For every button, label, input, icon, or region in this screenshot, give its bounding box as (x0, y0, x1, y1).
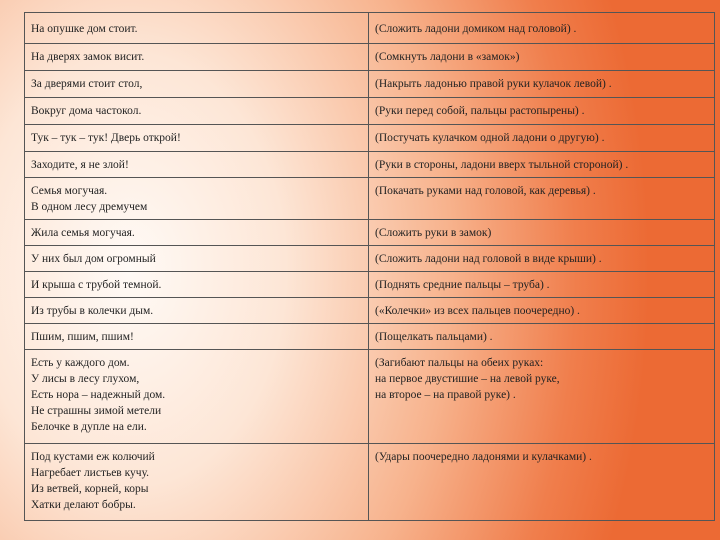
table-row (25, 125, 715, 152)
action-cell: (Сложить ладони над головой в виде крыши) . (369, 246, 715, 272)
action-cell: (Сложить ладони домиком над головой) . (369, 13, 715, 44)
verse-cell: Тук – тук – тук! Дверь открой! (25, 125, 369, 152)
verse-cell: Под кустами еж колючий Нагребает листьев кучу. Из ветвей, корней, коры Хатки делают бобры. (25, 444, 369, 521)
verse-cell: Вокруг дома частокол. (25, 98, 369, 125)
action-cell: (Сложить руки в замок) (369, 220, 715, 246)
verse-cell: За дверями стоит стол, (25, 71, 369, 98)
action-cell: (Пощелкать пальцами) . (369, 324, 715, 350)
verse-cell: У них был дом огромный (25, 246, 369, 272)
table-row (25, 246, 715, 272)
verse-cell: Семья могучая. В одном лесу дремучем (25, 178, 369, 220)
verse-cell: Из трубы в колечки дым. (25, 298, 369, 324)
action-cell: (Покачать руками над головой, как деревья) . (369, 178, 715, 220)
table-row (25, 178, 715, 220)
table-row (25, 298, 715, 324)
table-row (25, 444, 715, 521)
table-row (25, 152, 715, 178)
finger-games-table (24, 12, 715, 521)
action-cell: (Сомкнуть ладони в «замок») (369, 44, 715, 71)
action-cell: (Накрыть ладонью правой руки кулачок левой) . (369, 71, 715, 98)
action-cell: (Удары поочередно ладонями и кулачками) . (369, 444, 715, 521)
table-body (25, 13, 715, 521)
table-row (25, 98, 715, 125)
table-row (25, 272, 715, 298)
verse-cell: И крыша с трубой темной. (25, 272, 369, 298)
verse-cell: На опушке дом стоит. (25, 13, 369, 44)
verse-cell: Заходите, я не злой! (25, 152, 369, 178)
action-cell: («Колечки» из всех пальцев поочередно) . (369, 298, 715, 324)
action-cell: (Руки перед собой, пальцы растопырены) . (369, 98, 715, 125)
table-row (25, 71, 715, 98)
verse-cell: Пшим, пшим, пшим! (25, 324, 369, 350)
table-row (25, 350, 715, 444)
action-cell: (Постучать кулачком одной ладони о другую) . (369, 125, 715, 152)
verse-cell: Жила семья могучая. (25, 220, 369, 246)
table-row (25, 220, 715, 246)
action-cell: (Поднять средние пальцы – труба) . (369, 272, 715, 298)
table-row (25, 44, 715, 71)
action-cell: (Руки в стороны, ладони вверх тыльной стороной) . (369, 152, 715, 178)
verse-cell: Есть у каждого дом. У лисы в лесу глухом, Есть нора – надежный дом. Не страшны зимой метели Белочке в дупле на ели. (25, 350, 369, 444)
action-cell: (Загибают пальцы на обеих руках: на первое двустишие – на левой руке, на второе – на правой руке) . (369, 350, 715, 444)
table-row (25, 324, 715, 350)
table-row (25, 13, 715, 44)
verse-cell: На дверях замок висит. (25, 44, 369, 71)
